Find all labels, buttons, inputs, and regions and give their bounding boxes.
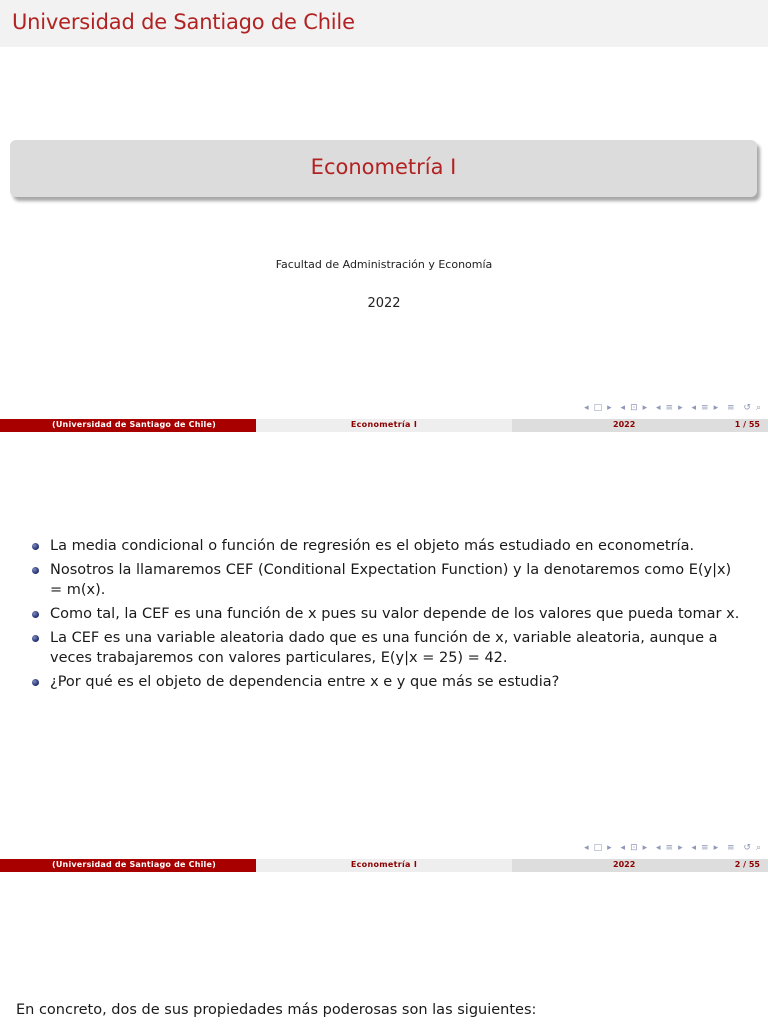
nav-section-icon[interactable]: ≡ <box>665 843 675 853</box>
footline-title-text: Econometría I <box>350 860 418 869</box>
list-item <box>32 628 747 668</box>
nav-next-frame-icon[interactable]: ▸ <box>607 843 613 853</box>
navigation-symbols <box>580 403 762 415</box>
title-slide <box>0 0 768 440</box>
presentation-title: Econometría I <box>310 155 457 179</box>
footline-institution-text: (Universidad de Santiago de Chile) <box>52 860 216 869</box>
nav-next-section-icon[interactable]: ▸ <box>678 843 684 853</box>
nav-back-icon[interactable]: ↺ <box>743 843 752 853</box>
footline-title <box>256 859 512 872</box>
nav-next-section-icon[interactable]: ▸ <box>678 403 684 413</box>
bullet-icon <box>32 543 39 550</box>
navigation-symbols <box>580 843 762 855</box>
header-bar <box>0 0 768 47</box>
footline-page-number: 1 / 55 <box>734 420 760 429</box>
footline-date-page <box>512 859 768 872</box>
bullet-text: ¿Por qué es el objeto de dependencia entre x e y que más se estudia? <box>50 674 560 690</box>
bullet-icon <box>32 611 39 618</box>
footline-date-page <box>512 419 768 432</box>
nav-prev-doc-icon[interactable]: ◂ <box>691 843 698 853</box>
list-item <box>32 536 747 556</box>
nav-align-icon[interactable]: ≡ <box>726 403 736 413</box>
nav-subsection-icon[interactable]: ⊡ <box>630 403 639 413</box>
slide-text: En concreto, dos de sus propiedades más poderosas son las siguientes: <box>16 1002 537 1018</box>
bullet-text: Como tal, la CEF es una función de x pues su valor depende de los valores que pueda tomar x. <box>50 606 740 622</box>
nav-subsection-icon[interactable]: ⊡ <box>630 843 639 853</box>
presentation-date: 2022 <box>367 296 401 311</box>
nav-frame-icon[interactable]: □ <box>593 843 604 853</box>
footline-institution <box>0 419 256 432</box>
footline-institution <box>0 859 256 872</box>
nav-prev-doc-icon[interactable]: ◂ <box>691 403 698 413</box>
footline-title <box>256 419 512 432</box>
list-item <box>32 560 747 600</box>
nav-prev-section-icon[interactable]: ◂ <box>656 403 662 413</box>
footline <box>0 419 768 432</box>
footline-page-number: 2 / 55 <box>734 860 760 869</box>
content-slide <box>0 440 768 880</box>
nav-doc-icon[interactable]: ≡ <box>701 843 710 853</box>
bullet-text: Nosotros la llamaremos CEF (Conditional Expectation Function) y la denotaremos como E(y|x) = m(x). <box>50 562 732 598</box>
nav-doc-icon[interactable]: ≡ <box>701 403 710 413</box>
nav-search-icon[interactable]: ⌕ <box>755 843 762 853</box>
nav-next-subsection-icon[interactable]: ▸ <box>642 843 649 853</box>
nav-search-icon[interactable]: ⌕ <box>755 403 762 413</box>
nav-next-frame-icon[interactable]: ▸ <box>607 403 613 413</box>
bullet-icon <box>32 635 39 642</box>
nav-next-doc-icon[interactable]: ▸ <box>713 843 720 853</box>
footline-title-text: Econometría I <box>350 420 418 429</box>
institute-name: Facultad de Administración y Economía <box>275 258 493 271</box>
footline-date: 2022 <box>613 860 636 869</box>
nav-back-icon[interactable]: ↺ <box>743 403 752 413</box>
bullet-list <box>32 536 747 696</box>
bullet-icon <box>32 679 39 686</box>
list-item <box>32 672 747 692</box>
nav-prev-subsection-icon[interactable]: ◂ <box>620 843 627 853</box>
bullet-text: La media condicional o función de regresión es el objeto más estudiado en econometría. <box>50 538 695 554</box>
nav-frame-icon[interactable]: □ <box>593 403 604 413</box>
nav-prev-subsection-icon[interactable]: ◂ <box>620 403 627 413</box>
nav-prev-frame-icon[interactable]: ◂ <box>584 403 590 413</box>
nav-section-icon[interactable]: ≡ <box>665 403 675 413</box>
nav-prev-frame-icon[interactable]: ◂ <box>584 843 590 853</box>
footline <box>0 859 768 872</box>
footline-institution-text: (Universidad de Santiago de Chile) <box>52 420 216 429</box>
nav-next-subsection-icon[interactable]: ▸ <box>642 403 649 413</box>
bullet-icon <box>32 567 39 574</box>
list-item <box>32 604 747 624</box>
university-header: Universidad de Santiago de Chile <box>12 10 355 34</box>
content-slide-partial <box>0 880 768 1024</box>
nav-next-doc-icon[interactable]: ▸ <box>713 403 720 413</box>
title-box <box>10 140 757 197</box>
footline-date: 2022 <box>613 420 636 429</box>
bullet-text: La CEF es una variable aleatoria dado que es una función de x, variable aleatoria, aunque a veces trabajaremos con valores particulares, E(y|x = 25) = 42. <box>50 630 718 666</box>
nav-prev-section-icon[interactable]: ◂ <box>656 843 662 853</box>
nav-align-icon[interactable]: ≡ <box>726 843 736 853</box>
